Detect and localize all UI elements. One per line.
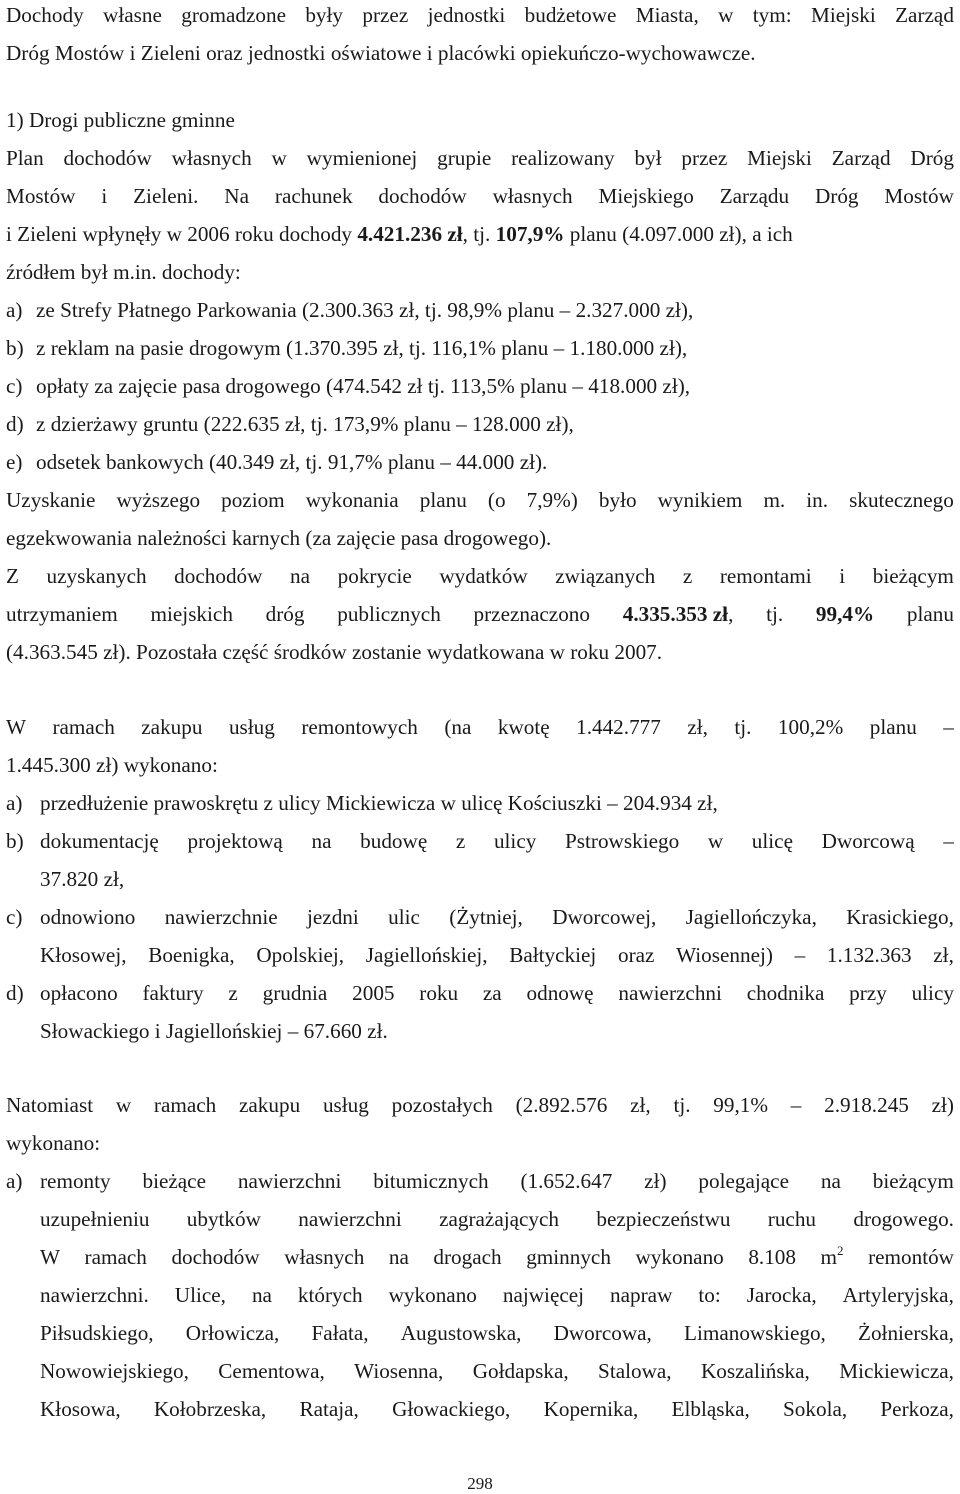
word: Dochody — [6, 3, 84, 27]
word: Koszalińska, — [701, 1359, 810, 1383]
word: ramach — [153, 1093, 217, 1117]
word: zł, — [933, 943, 954, 967]
text-span: planu (4.097.000 zł), a ich — [564, 222, 793, 246]
word: tj. — [734, 715, 752, 739]
text-span: planu — [906, 602, 954, 626]
word: Sokola, — [783, 1397, 848, 1421]
word: było — [598, 488, 637, 512]
word: na — [388, 1245, 409, 1269]
income-item — [6, 449, 547, 475]
word: Perkoza, — [880, 1397, 954, 1421]
word: Cementowa, — [218, 1359, 325, 1383]
list-text: ze Strefy Płatnego Parkowania (2.300.363 zł, tj. 98,9% planu – 2.327.000 zł), — [36, 298, 694, 322]
word: Pstrowskiego — [564, 829, 680, 853]
word: nawierzchni. — [40, 1283, 149, 1307]
word: własnych — [284, 1245, 365, 1269]
word: pozostałych — [391, 1093, 493, 1117]
word: Wiosenna, — [354, 1359, 444, 1383]
word: Augustowska, — [400, 1321, 522, 1345]
word: (na — [444, 715, 472, 739]
word: remontów — [868, 1245, 954, 1269]
word: pokrycie — [337, 564, 412, 588]
word: ulicę — [751, 829, 793, 853]
intro-line-1 — [6, 2, 954, 28]
text-span: utrzymaniem — [6, 602, 118, 626]
text-span: dróg — [265, 602, 305, 626]
word: związanych — [555, 564, 656, 588]
word: za — [482, 981, 502, 1005]
text-span: tj. — [766, 602, 784, 626]
word: Krasickiego, — [846, 905, 954, 929]
word: 2.918.245 — [824, 1093, 909, 1117]
paragraph-line: wykonano: — [6, 1131, 101, 1155]
word: odnowiono — [40, 905, 136, 929]
word: ramach — [84, 1245, 147, 1269]
word: Dworcowa, — [553, 1321, 652, 1345]
word: usług — [228, 715, 275, 739]
list-item-line: 37.820 zł, — [40, 867, 125, 891]
paragraph-line: 1.445.300 zł) wykonano: — [6, 753, 218, 777]
word: zł, — [630, 1093, 651, 1117]
word: dochodów — [171, 1245, 260, 1269]
word: ulic — [388, 905, 420, 929]
word: dokumentację — [40, 829, 159, 853]
paragraph-line: egzekwowania należności karnych (za zajęcie pasa drogowego). — [6, 526, 552, 550]
word: wykonano — [388, 1283, 477, 1307]
word: przez — [362, 3, 409, 27]
word: w — [718, 3, 734, 27]
intro-line-2: Dróg Mostów i Zieleni oraz jednostki oświatowe i placówki opiekuńczo-wychowawcze. — [6, 41, 756, 65]
word: poziom — [221, 488, 285, 512]
word: Dworcowej, — [552, 905, 657, 929]
word: kwotę — [497, 715, 550, 739]
word: tym: — [752, 3, 792, 27]
paragraph-line: źródłem był m.in. dochody: — [6, 260, 241, 284]
word: zł) — [644, 1169, 667, 1193]
word: (Żytniej, — [449, 905, 523, 929]
income-item — [6, 297, 693, 323]
word: budowę — [360, 829, 428, 853]
list-label: a) — [6, 791, 23, 815]
list-item-line — [40, 1396, 954, 1422]
word: własnych — [171, 146, 252, 170]
word: Wiosennej) — [676, 943, 773, 967]
list-label: d) — [6, 981, 24, 1005]
paragraph-line: (4.363.545 zł). Pozostała część środków zostanie wydatkowana w roku 2007. — [6, 640, 663, 664]
word: ubytków — [186, 1207, 261, 1231]
word: Natomiast — [6, 1093, 94, 1117]
word: zakupu — [141, 715, 203, 739]
word: Dworcową — [821, 829, 915, 853]
word: polegające — [698, 1169, 789, 1193]
word: budżetowe — [524, 3, 617, 27]
word: (2.892.576 — [515, 1093, 608, 1117]
word: Jagiellońskiej, — [365, 943, 488, 967]
word: Fałata, — [311, 1321, 369, 1345]
word: Uzyskanie — [6, 488, 96, 512]
word: oraz — [617, 943, 655, 967]
list-item-line — [40, 1320, 954, 1346]
word: (1.652.647 — [520, 1169, 613, 1193]
text-span: , tj. — [462, 222, 496, 246]
list-item-line — [40, 1168, 954, 1194]
word: grupie — [437, 146, 492, 170]
word: zł, — [687, 715, 708, 739]
list-text: z reklam na pasie drogowym (1.370.395 zł, tj. 116,1% planu – 1.180.000 zł), — [36, 336, 688, 360]
word: roku — [419, 981, 459, 1005]
list-text: z dzierżawy gruntu (222.635 zł, tj. 173,9% planu – 128.000 zł), — [36, 412, 574, 436]
word: z — [682, 564, 693, 588]
word: w — [707, 829, 724, 853]
word: usług — [322, 1093, 369, 1117]
word: 1.132.363 — [826, 943, 912, 967]
superscript: 2 — [837, 1243, 844, 1258]
word: Piłsudskiego, — [40, 1321, 154, 1345]
word: jezdni — [307, 905, 359, 929]
word: Dróg — [814, 184, 859, 208]
word: remonty — [40, 1169, 111, 1193]
word: Głowackiego, — [392, 1397, 511, 1421]
word: i — [101, 184, 108, 208]
word: rachunek — [274, 184, 353, 208]
word: Zarządu — [719, 184, 790, 208]
word: wyższego — [116, 488, 201, 512]
list-item-line — [40, 1206, 954, 1232]
word: 7,9%) — [526, 488, 578, 512]
word: i — [839, 564, 846, 588]
word: – — [790, 1093, 802, 1117]
income-item — [6, 373, 690, 399]
word: planu — [869, 715, 917, 739]
word: – — [943, 715, 954, 739]
word: wynikiem — [657, 488, 743, 512]
word: wydatków — [439, 564, 528, 588]
word: Mickiewicza, — [839, 1359, 954, 1383]
text-span: miejskich — [150, 602, 233, 626]
word: w — [271, 146, 287, 170]
word: 100,2% — [777, 715, 844, 739]
word: Bałtyckiej — [509, 943, 597, 967]
word: Limanowskiego, — [684, 1321, 826, 1345]
word: dochodów — [174, 564, 263, 588]
income-item — [6, 411, 574, 437]
word: – — [943, 829, 954, 853]
list-label: b) — [6, 829, 24, 853]
word: Kłosowej, — [40, 943, 127, 967]
list-label: a) — [6, 298, 23, 322]
word: własnych — [492, 184, 573, 208]
word: był — [634, 146, 662, 170]
paragraph-line — [6, 145, 954, 171]
word: Miasta, — [635, 3, 699, 27]
list-label: c) — [6, 374, 23, 398]
word: tj. — [673, 1093, 691, 1117]
word: realizowany — [511, 146, 615, 170]
text-span: 4.335.353 zł, — [622, 602, 734, 626]
word: faktury — [142, 981, 204, 1005]
paragraph-line — [6, 563, 954, 589]
paragraph-line — [6, 221, 793, 247]
text-span: publicznych — [337, 602, 441, 626]
word: Kołobrzeska, — [153, 1397, 267, 1421]
list-label: c) — [6, 905, 23, 929]
word: na — [251, 1283, 272, 1307]
list-item-line — [40, 1282, 954, 1308]
list-label: a) — [6, 1169, 23, 1193]
word: remontowych — [301, 715, 418, 739]
income-item — [6, 335, 687, 361]
word: Kłosowa, — [40, 1397, 121, 1421]
word: 2005 — [352, 981, 395, 1005]
word: jednostki — [427, 3, 506, 27]
word: nawierzchnie — [164, 905, 278, 929]
list-item-line — [40, 1244, 954, 1270]
word: z — [455, 829, 466, 853]
word: Stalowa, — [598, 1359, 672, 1383]
word: Artyleryjska, — [842, 1283, 954, 1307]
word: dochodów — [378, 184, 467, 208]
percent-bold: 107,9% — [495, 222, 565, 246]
word: bezpieczeństwu — [596, 1207, 731, 1231]
word: Mostów — [6, 184, 76, 208]
word: własne — [103, 3, 162, 27]
word: nawierzchni — [237, 1169, 342, 1193]
word: uzyskanych — [46, 564, 147, 588]
list-label: d) — [6, 412, 24, 436]
word: których — [297, 1283, 363, 1307]
list-label: b) — [6, 336, 24, 360]
word: przy — [849, 981, 887, 1005]
percent-bold: 99,4% — [815, 602, 875, 626]
word: planu — [419, 488, 467, 512]
word: remontami — [719, 564, 812, 588]
word: Ulice, — [174, 1283, 226, 1307]
word: Mostów — [884, 184, 954, 208]
word: (o — [487, 488, 506, 512]
word: Z — [6, 564, 19, 588]
word: skutecznego — [849, 488, 954, 512]
word: wykonano — [635, 1245, 724, 1269]
word: zagrażających — [439, 1207, 560, 1231]
paragraph-line — [6, 714, 954, 740]
word: bieżącym — [872, 1169, 954, 1193]
word: Jarocka, — [746, 1283, 817, 1307]
word: zakupu — [239, 1093, 301, 1117]
word: Zarząd — [831, 146, 891, 170]
word: zł) — [931, 1093, 954, 1117]
word: na — [311, 829, 332, 853]
word: wykonania — [305, 488, 399, 512]
word: opłacono — [40, 981, 118, 1005]
word: gminnych — [526, 1245, 611, 1269]
word: odnowę — [526, 981, 594, 1005]
word: ulicy — [911, 981, 954, 1005]
word: drogowego. — [853, 1207, 954, 1231]
word: Kopernika, — [543, 1397, 639, 1421]
word: Orłowicza, — [185, 1321, 280, 1345]
word: Elbląska, — [671, 1397, 750, 1421]
word: Zarząd — [895, 3, 954, 27]
word: Boenigka, — [148, 943, 235, 967]
list-item-line — [40, 980, 954, 1006]
list-item-line — [40, 904, 954, 930]
paragraph-line — [6, 601, 954, 627]
word: m. — [763, 488, 786, 512]
word: 1.442.777 — [576, 715, 661, 739]
word: 8.108 — [748, 1245, 796, 1269]
word: ruchu — [767, 1207, 817, 1231]
word: przez — [681, 146, 728, 170]
word: z — [228, 981, 238, 1005]
word: na — [820, 1169, 841, 1193]
list-text: odsetek bankowych (40.349 zł, tj. 91,7% planu – 44.000 zł). — [36, 450, 548, 474]
word: in. — [806, 488, 829, 512]
paragraph-line — [6, 487, 954, 513]
word: najwięcej — [502, 1283, 585, 1307]
word: drogach — [433, 1245, 502, 1269]
word: Gołdapska, — [472, 1359, 569, 1383]
word: były — [305, 3, 343, 27]
word: uzupełnieniu — [40, 1207, 150, 1231]
word: Zieleni. — [133, 184, 199, 208]
word: napraw — [610, 1283, 673, 1307]
word: bitumicznych — [373, 1169, 489, 1193]
text-span: i Zieleni wpłynęły w 2006 roku dochody — [6, 222, 358, 246]
word: w — [115, 1093, 132, 1117]
amount-bold: 4.335.353 zł — [622, 602, 729, 626]
word: Plan — [6, 146, 44, 170]
word: bieżącym — [872, 564, 954, 588]
list-label: e) — [6, 450, 23, 474]
page-number: 298 — [467, 1474, 493, 1493]
word: grudnia — [262, 981, 328, 1005]
word: Miejski — [811, 3, 876, 27]
word: ramach — [52, 715, 115, 739]
word: bieżące — [142, 1169, 206, 1193]
word: projektową — [187, 829, 283, 853]
word: gromadzone — [181, 3, 286, 27]
word: chodnika — [746, 981, 825, 1005]
word: Dróg — [910, 146, 954, 170]
word: Żołnierska, — [858, 1321, 954, 1345]
word: dochodów — [63, 146, 152, 170]
word: Miejski — [747, 146, 812, 170]
list-item-line: przedłużenie prawoskrętu z ulicy Mickiewicza w ulicę Kościuszki – 204.934 zł, — [40, 791, 718, 815]
word: nawierzchni — [298, 1207, 402, 1231]
word: W — [40, 1245, 60, 1269]
list-text: opłaty za zajęcie pasa drogowego (474.542 zł tj. 113,5% planu – 418.000 zł), — [36, 374, 691, 398]
list-item-line: Słowackiego i Jagiellońskiej – 67.660 zł. — [40, 1019, 388, 1043]
word: Jagiellończyka, — [685, 905, 817, 929]
list-item-line — [40, 1358, 954, 1384]
word: to: — [698, 1283, 721, 1307]
text-span: przeznaczono — [473, 602, 590, 626]
section-heading: 1) Drogi publiczne gminne — [6, 108, 235, 132]
word: nawierzchni — [618, 981, 722, 1005]
paragraph-line — [6, 183, 954, 209]
word: – — [794, 943, 806, 967]
word: Nowowiejskiego, — [40, 1359, 189, 1383]
paragraph-line — [6, 1092, 954, 1118]
word: ulicy — [493, 829, 537, 853]
word: Miejskiego — [598, 184, 694, 208]
word: W — [6, 715, 26, 739]
word: na — [290, 564, 311, 588]
word: Na — [224, 184, 250, 208]
list-item-line — [40, 828, 954, 854]
word: Opolskiej, — [256, 943, 345, 967]
word: Rataja, — [299, 1397, 359, 1421]
list-item-line — [40, 942, 954, 968]
word: $m^2$ — [820, 1243, 844, 1269]
amount-bold: 4.421.236 zł — [357, 222, 463, 246]
word: 99,1% — [713, 1093, 769, 1117]
word: wymienionej — [306, 146, 418, 170]
